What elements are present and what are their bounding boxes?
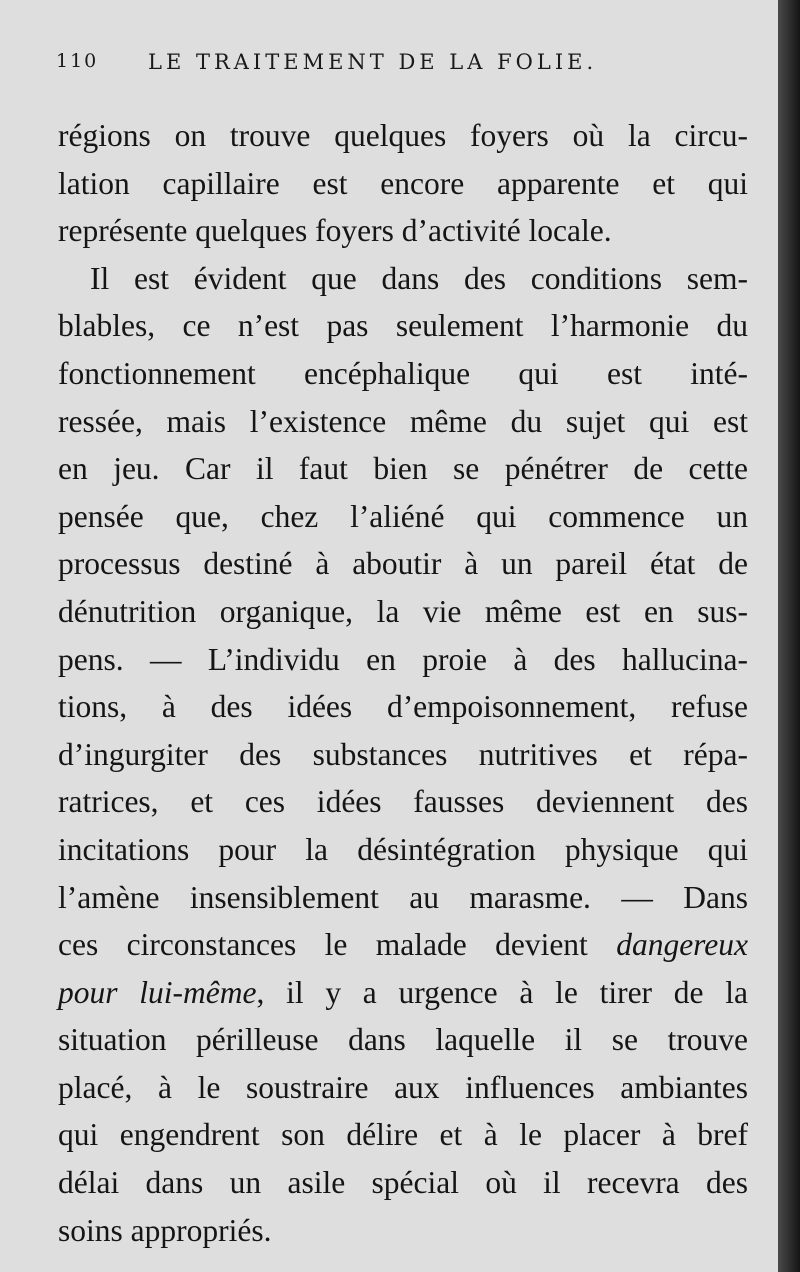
text-line: ressée, mais l’existence même du sujet qui est	[58, 403, 748, 439]
text-line: placé, à le soustraire aux influences ambiantes	[58, 1069, 748, 1105]
text-line: d’ingurgiter des substances nutritives et répa-	[58, 736, 748, 772]
body-text	[58, 112, 748, 1254]
page-number: 110	[56, 50, 99, 72]
text-line: délai dans un asile spécial où il recevra des	[58, 1165, 748, 1201]
text-line	[58, 921, 748, 969]
text-line: représente quelques foyers d’activité locale.	[58, 213, 612, 249]
text-line: blables, ce n’est pas seulement l’harmonie du	[58, 308, 748, 344]
text-span: ces circonstances le malade devient	[58, 927, 617, 963]
text-line: dénutrition organique, la vie même est en sus-	[58, 593, 748, 629]
text-line: régions on trouve quelques foyers où la circu-	[58, 118, 748, 153]
text-span: , il y a urgence à le tirer de la	[256, 974, 748, 1010]
text-line: soins appropriés.	[58, 1212, 272, 1248]
text-line: en jeu. Car il faut bien se pénétrer de cette	[58, 451, 748, 487]
text-line: processus destiné à aboutir à un pareil état de	[58, 546, 748, 582]
italic-text: dangereux	[616, 927, 748, 963]
italic-text: pour lui-même	[58, 974, 257, 1010]
text-line: l’amène insensiblement au marasme. — Dans	[58, 879, 748, 915]
text-line: pensée que, chez l’aliéné qui commence un	[58, 498, 748, 534]
running-header	[56, 50, 696, 80]
running-title: LE TRAITEMENT DE LA FOLIE.	[148, 50, 598, 74]
text-line: incitations pour la désintégration physique qui	[58, 831, 748, 867]
text-line	[58, 969, 748, 1017]
text-line: fonctionnement encéphalique qui est inté-	[58, 355, 748, 391]
text-line: situation périlleuse dans laquelle il se trouve	[58, 1022, 748, 1058]
text-line: tions, à des idées d’empoisonnement, refuse	[58, 689, 748, 725]
text-line: lation capillaire est encore apparente et qui	[58, 165, 748, 201]
text-line: pens. — L’individu en proie à des hallucina-	[58, 641, 748, 677]
page-edge-shadow	[778, 0, 800, 1272]
text-line: Il est évident que dans des conditions sem-	[90, 260, 748, 296]
text-line: qui engendrent son délire et à le placer à bref	[58, 1117, 748, 1153]
text-line: ratrices, et ces idées fausses deviennent des	[58, 784, 748, 820]
